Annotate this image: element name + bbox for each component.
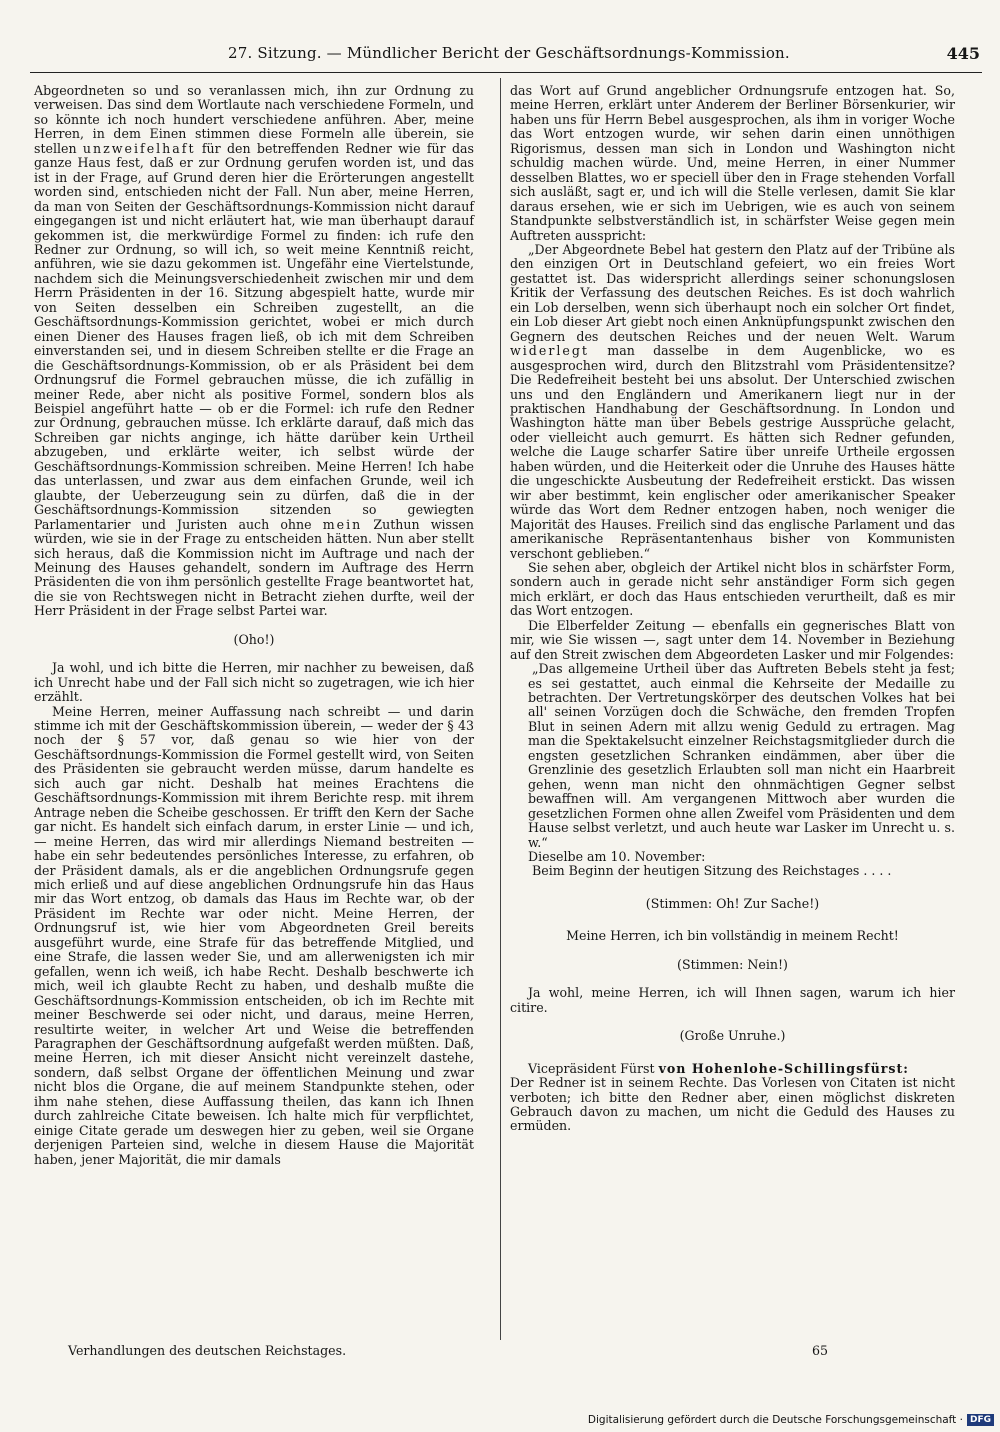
paragraph: Dieselbe am 10. November: (528, 849, 706, 865)
paragraph: Ja wohl, meine Herren, ich will Ihnen sagen, warum ich hier citire. (510, 985, 955, 1015)
credit-text: Digitalisierung gefördert durch die Deutsche Forschungsgemeinschaft · (587, 1414, 963, 1426)
paragraph: Meine Herren, meiner Auffassung nach schreibt — und darin stimme ich mit der Geschäftskommission überein, — weder der § 43 noch der § 57 vor, daß genau so wie hier von der Geschäftsordnungs-Kommission die Formel gestellt wird, von Seiten des Präsidenten sie gebraucht werden müsse, darum handelte es sich auch gar nicht. Deshalb hat meines Erachtens die Geschäftsordnungs-Kommission mit ihrem Berichte resp. mit ihrem Antrage neben die Scheibe geschossen. Er trifft den Kern der Sache gar nicht. Es handelt sich einfach darum, in erster Linie — und ich, — meine Herren, das wird mir allerdings Niemand bestreiten — habe ein sehr bedeutendes persönliches Interesse, zu erfahren, ob der Präsident damals, als er die angeblichen Ordnungsrufe gegen mich erließ und auf diese angeblichen Ordnungsrufe hin das Haus mir das Wort entzog, ob damals das Haus im Rechte war, ob der Präsident im Rechte war oder nicht. Meine Herren, der Ordnungsruf ist, wie hier vom Abgeordneten Greil bereits ausgeführt wurde, eine Strafe für das betreffende Mitglied, und eine Strafe, die lassen weder Sie, und am allerwenigsten ich mir gefallen, wenn ich weiß, ich habe Recht. Deshalb beschwerte ich mich, weil ich glaubte Recht zu haben, und deshalb mußte die Geschäftsordnungs-Kommission entscheiden, ob ich im Rechte mit meiner Beschwerde sei oder nicht, und daraus, meine Herren, resultirte weiter, in welcher Art und Weise die betreffenden Paragraphen der Geschäftsordnung aufgefaßt werden müßten. Daß, meine Herren, ich mit dieser Ansicht nicht vereinzelt dastehe, sondern, daß selbst Organe der öffentlichen Meinung und zwar nicht blos die Organe, die auf meinem Standpunkte stehen, oder ihm nahe stehen, diese Auffassung theilen, das kann ich Ihnen durch zahlreiche Citate beweisen. Ich halte mich für verpflichtet, einige Citate gerade um deswegen hier zu geben, weil sie Organe derjenigen Parteien sind, welche in diesem Hause die Majorität haben, jener Majorität, die mir damals (34, 703, 474, 1167)
text-run: Zuthun wissen würden, wie sie in der Frage zu entscheiden hätten. Nun aber stellt sich heraus, daß die Kommission nicht im Auftrage und nach der Meinung des Hauses gehandelt, sondern im Auftrage des Herrn Präsidenten die von ihm persönlich gestellte Frage beantwortet hat, die sie von Rechtswegen nicht in Betracht ziehen durfte, weil der Herr Präsident in der Frage selbst Partei war. (34, 516, 474, 619)
dfg-logo: DFG (967, 1414, 994, 1426)
interjection: (Große Unruhe.) (679, 1028, 786, 1044)
interjection: (Stimmen: Nein!) (677, 956, 788, 972)
speaker-line (510, 1062, 955, 1076)
digitization-credit (588, 1414, 994, 1426)
interjection: (Stimmen: Oh! Zur Sache!) (645, 895, 820, 911)
paragraph: Der Redner ist in seinem Rechte. Das Vorlesen von Citaten ist nicht verboten; ich bitte den Redner aber, einen möglichst diskreten Gebrauch davon zu machen, um nicht die Geduld des Hauses zu ermüden. (510, 1075, 955, 1134)
text-run: man dasselbe in dem Augenblicke, wo es ausgesprochen wird, durch den Blitzstrahl vom Präsidentensitze? Die Redefreiheit besteht bei uns absolut. Der Unterschied zwischen uns und den Engländern und Amerikanern liegt nur in der praktischen Handhabung der Geschäftsordnung. In London und Washington hätte man über Bebels gestrige Aussprüche gelacht, oder vielleicht auch gemurrt. Es hätten sich Redner gefunden, welche die Lauge scharfer Satire über unreife Urtheile ergossen haben würden, und die Heiterkeit oder die Unruhe des Hauses hätte die ungeschickte Ausbeutung der Redefreiheit erstickt. Das wissen wir aber bestimmt, kein englischer oder amerikanischer Speaker würde das Wort dem Redner entzogen haben, noch weniger die Majorität des Hauses. Freilich sind das englische Parlament und das amerikanische Repräsentantenhaus bisher von Kommunisten verschont geblieben.“ (510, 343, 955, 561)
text-run: Abgeordneten so und so veranlassen mich, ihn zur Ordnung zu verweisen. Das sind dem Wortlaute nach verschiedene Formeln, und so könnte ich noch hundert verschiedene anführen. Aber, meine Herren, in dem Einen stimmen diese Formeln alle überein, sie stellen (34, 83, 474, 156)
text-run: „Der Abgeordnete Bebel hat gestern den Platz auf der Tribüne als den einzigen Ort in Deutschland gefeiert, wo ein freies Wort gestattet ist. Das widerspricht allerdings seiner schonungslosen Kritik der Verfassung des deutschen Reiches. Es ist doch wahrlich ein Lob derselben, wenn sich überhaupt noch ein solcher Ort findet, ein Lob dieser Art giebt noch einen Anknüpfungspunkt zwischen den Gegnern des deutschen Reiches und der neuen Welt. Warum (510, 241, 955, 344)
quotation (510, 243, 955, 561)
spaced-emphasis: mein (322, 516, 363, 532)
running-title: 27. Sitzung. — Mündlicher Bericht der Geschäftsordnungs-Kommission. (228, 44, 790, 62)
footer-left: Verhandlungen des deutschen Reichstages. (68, 1343, 347, 1358)
paragraph: Die Elberfelder Zeitung — ebenfalls ein gegnerisches Blatt von mir, wie Sie wissen —, sagt unter dem 14. November in Beziehung auf den Streit zwischen dem Abgeordeten Lasker und mir Folgendes: (510, 617, 955, 662)
speaker-name: von Hohenlohe-Schillingsfürst: (658, 1060, 909, 1076)
page-header (30, 44, 980, 68)
paragraph: das Wort auf Grund angeblicher Ordnungsrufe entzogen hat. So, meine Herren, erklärt unter Anderem der Berliner Börsenkurier, wir haben uns für Herrn Bebel ausgesprochen, als ihm in voriger Woche das Wort entzogen wurde, wir sehen darin einen unnöthigen Rigorismus, dessen man sich in London und Washington nicht schuldig machen würde. Und, meine Herren, in einer Nummer desselben Blattes, wo er speciell über den in Frage stehenden Vorfall sich ausläßt, sagt er, und ich will die Stelle verlesen, damit Sie klar daraus ersehen, wie er sich im Uebrigen, wie es auch von seinem Standpunkte selbstverständlich ist, in schärfster Weise gegen mein Auftreten ausspricht: (510, 83, 955, 243)
speaker-title: Vicepräsident Fürst (528, 1060, 655, 1076)
paragraph: Sie sehen aber, obgleich der Artikel nicht blos in schärfster Form, sondern auch in gerade nicht sehr anständiger Form sich gegen mich erklärt, er doch das Haus entschieden verurtheilt, daß es mir das Wort entzogen. (510, 559, 955, 619)
statement: Meine Herren, ich bin vollständig in meinem Recht! (566, 928, 899, 944)
footer-right: 65 (812, 1343, 829, 1358)
paragraph (34, 84, 474, 619)
column-divider (500, 78, 501, 1340)
left-column (34, 84, 474, 1167)
spaced-emphasis: unzweifelhaft (82, 140, 196, 156)
quotation: „Das allgemeine Urtheil über das Auftreten Bebels steht ja fest; es sei gestattet, auch einmal die Kehrseite der Medaille zu betrachten. Der Vertretungskörper des deutschen Volkes hat bei all' seinen Vorzügen doch die Schwäche, den fremden Tropfen Blut in seinen Adern mit allzu wenig Geduld zu ertragen. Mag man die Spektakelsucht einzelner Reichstagsmitglieder durch die engsten gesetzlichen Schranken eindämmen, aber über die Grenzlinie des gesetzlich Erlaubten soll man nicht ein Haarbreit gehen, wenn man nicht den ohnmächtigen Gegner selbst bewaffnen will. Am vergangenen Mittwoch aber wurden die gesetzlichen Formen ohne allen Zweifel vom Präsidenten und dem Hause selbst verletzt, und auch heute war Lasker im Unrecht u. s. w.“ (528, 661, 955, 850)
page-number: 445 (946, 44, 980, 63)
spaced-emphasis: widerlegt (510, 343, 589, 359)
text-run: für den betreffenden Redner wie für das ganze Haus fest, daß er zur Ordnung gerufen worden ist, und das ist in der Frage, auf Grund deren hier die Erörterungen angestellt worden sind, entschieden nicht der Fall. Nun aber, meine Herren, da man von Seiten der Geschäftsordnungs-Kommission nicht darauf eingegangen ist und nicht erläutert hat, wie man überhaupt darauf gekommen ist, die merkwürdige Formel zu finden: ich rufe den Redner zur Ordnung, so will ich, so weit meine Kenntniß reicht, anführen, wie sie dazu gekommen ist. Ungefähr eine Viertelstunde, nachdem sich die Meinungsverschiedenheit zwischen mir und dem Herrn Präsidenten in der 16. Sitzung abgespielt hatte, wurde mir von Seiten desselben ein Schreiben zugestellt, an die Geschäftsordnungs-Kommission gerichtet, wobei er mich durch einen Diener des Hauses fragen ließ, ob ich mit dem Schreiben einverstanden sei, und in diesem Schreiben stellte er die Frage an die Geschäftsordnungs-Kommission, ob er als Präsident bei dem Ordnungsruf die Formel gebrauchen müsse, die ich zufällig in meiner Rede, aber nicht als positive Formel, sondern blos als Beispiel angeführt hatte — ob er die Formel: ich rufe den Redner zur Ordnung, gebrauchen müsse. Ich erklärte darauf, daß mich das Schreiben gar nichts anginge, ich hätte darüber kein Urtheil abzugeben, und erklärte weiter, ich selbst würde der Geschäftsordnungs-Kommission schreiben. Meine Herren! Ich habe das unterlassen, und zwar aus dem einfachen Grunde, weil ich glaubte, der Ueberzeugung sein zu dürfen, daß die in der Geschäftsordnungs-Kommission sitzenden so gewiegten Parlamentarier und Juristen auch ohne (34, 140, 474, 532)
header-rule (30, 72, 982, 73)
quotation: Beim Beginn der heutigen Sitzung des Reichstages . . . . (532, 863, 892, 879)
interjection: (Oho!) (233, 631, 275, 647)
paragraph: Ja wohl, und ich bitte die Herren, mir nachher zu beweisen, daß ich Unrecht habe und der Fall sich nicht so zugetragen, wie ich hier erzählt. (34, 660, 474, 705)
right-column (510, 84, 955, 1134)
